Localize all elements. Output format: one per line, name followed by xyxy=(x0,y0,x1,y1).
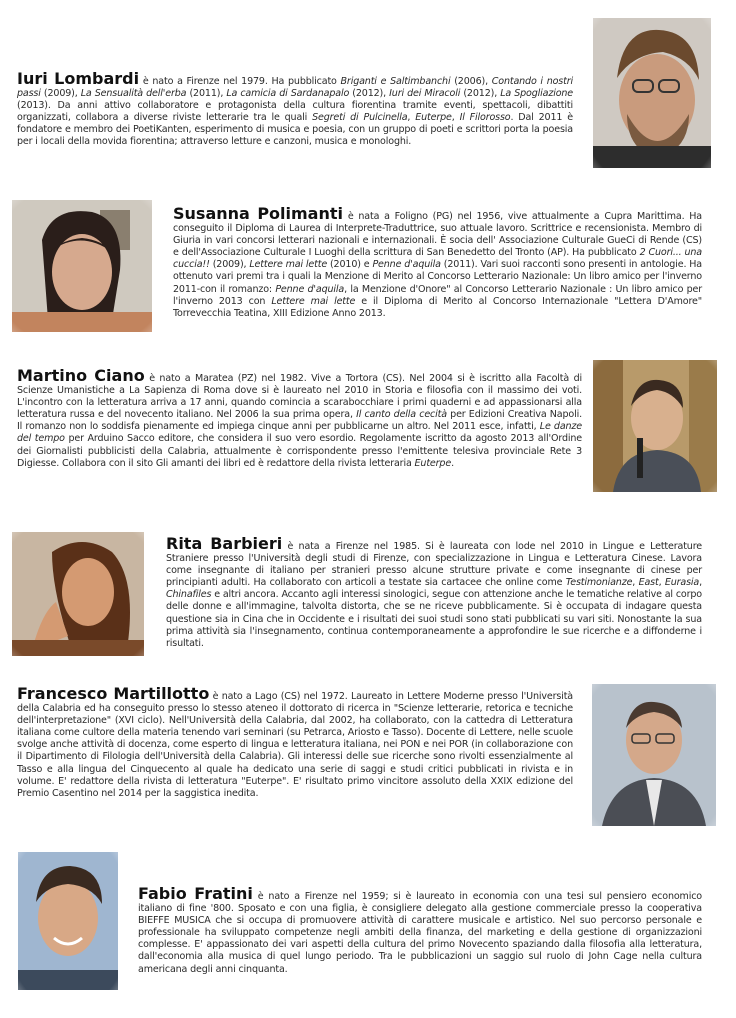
portrait-photo-iuri-lombardi xyxy=(593,18,711,168)
bio-text-segment: , xyxy=(658,577,665,589)
italic-title: Eurasia xyxy=(664,577,700,589)
portrait-photo-martino-ciano xyxy=(593,360,717,492)
bio-text xyxy=(166,534,703,650)
italic-title: Chinafiles xyxy=(166,589,212,601)
bio-francesco-martillotto xyxy=(17,684,573,800)
bio-text-segment: , la Menzione d'Onore" al Concorso Letterario Nazionale : Un libro amico per l'inverno 2013 con xyxy=(173,283,702,307)
bio-name: Rita Barbieri xyxy=(166,534,283,553)
bio-text-segment: (2013). Da anni attivo collaboratore e protagonista della cultura fiorentina tramite eventi, spettacoli, dibattiti organizzati, collabora a diverse riviste letterarie tra le quali xyxy=(17,100,573,124)
bio-rita-barbieri xyxy=(166,534,703,650)
portrait-photo-fabio-fratini xyxy=(18,852,118,990)
italic-title: Lettere mai lette xyxy=(271,295,356,307)
italic-title: La Spogliazione xyxy=(500,88,574,100)
bio-text xyxy=(138,884,702,976)
bio-text-segment: e altri ancora. Accanto agli interessi sinologici, segue con attenzione anche le tematiche relative al corpo delle donne e all'immagine, talvolta distorta, che se ne riceve pubblicamente. Si è occupata di indagare questa questione sia in Cina che in Occidente e i risultati dei suoi studi sono stati pubblicati su vari siti. Nonostante la sua prima attività sia l'insegnamento, continua contemporaneamente a approfondire le sue ricerche e a diffonderne i risultati. xyxy=(166,589,702,649)
italic-title: Contando i nostri passi xyxy=(17,76,573,100)
bio-text-segment: (2009), xyxy=(209,259,250,271)
italic-title: La Sensualità dell'erba xyxy=(80,88,187,100)
bio-name: Francesco Martillotto xyxy=(17,684,210,703)
bio-text-segment: (2009), xyxy=(40,88,81,100)
bio-text-segment: e il Diploma di Merito al Concorso Internazionale "Lettera D'Amore" Torrevecchia Teatina, XIII Edizione Anno 2013. xyxy=(173,295,702,319)
bio-text-segment: (2011). Vari suoi racconti sono presenti in antologie. Ha ottenuto vari premi tra i quali la Menzione di Merito al Concorso Letterario Nazionale: Un libro amico per l'inverno 2011-con il romanzo: xyxy=(173,259,703,295)
italic-title: Penne d'aquila xyxy=(275,283,345,295)
bio-text-segment: (2006), xyxy=(450,76,492,87)
bio-text-segment: per Edizioni Creativa Napoli. Il romanzo non lo soddisfa pienamente ed impiega cinque anni per pubblicarne un altro. Nel 2011 esce, infatti, xyxy=(17,409,582,433)
italic-title: La camicia di Sardanapalo xyxy=(226,88,350,100)
bio-text-segment: è nata a Firenze nel 1985. Si è laureata con lode nel 2010 in Lingue e Letterature Straniere presso l'Università degli studi di Firenze, con specializzazione in Lingua e Letteratura Cinese. Lavora come insegnante di italiano per stranieri presso alcune strutture private e come insegnante di cinese per principianti adulti. Ha collaborato con articoli a testate sia cartacee che online come xyxy=(166,541,702,589)
bio-text xyxy=(17,69,574,149)
italic-title: Le danze del tempo xyxy=(17,421,583,445)
italic-title: Il canto della cecità xyxy=(356,409,447,421)
italic-title: Il Filorosso xyxy=(459,112,511,124)
bio-text-segment: (2012), xyxy=(349,88,390,100)
bio-text-segment: è nato a Lago (CS) nel 1972. Laureato in Lettere Moderne presso l'Università della Calabria ed ha conseguito presso lo stesso ateneo il dottorato di ricerca in "Scienze letterarie, retorica e tecniche dell'interpretazione" (XVI ciclo). Nell'Università della Calabria, dal 2002, ha collaborato, con la cattedra di Letteratura italiana come cultore della materia tenendo vari seminari (su Petrarca, Ariosto e Tasso). Docente di Lettere, nelle scuole svolge anche attività di docenza, come esperto di lingua e letteratura italiana, nei PON e nei POR (in collaborazione con il Dipartimento di Filologia dell'Università della Calabria). Gli interessi delle sue ricerche sono rivolti essenzialmente al Tasso e alla lingua del Cinquecento al quale ha dedicato una serie di saggi e studi critici pubblicati in rivista e in volume. E' redattore della rivista di letteratura "Euterpe". E' risultato primo vincitore assoluto della XXIX edizione del Premio Casentino nel 2014 per la saggistica inedita. xyxy=(17,691,573,799)
bio-text xyxy=(17,684,573,800)
bio-name: Fabio Fratini xyxy=(138,884,253,903)
italic-title: Testimonianze xyxy=(565,577,633,589)
portrait-photo-susanna-polimanti xyxy=(12,200,152,332)
bio-fabio-fratini xyxy=(138,884,702,976)
italic-title: Segreti di Pulcinella xyxy=(312,112,408,124)
bio-text-segment: (2011), xyxy=(186,88,227,100)
italic-title: Briganti e Saltimbanchi xyxy=(340,76,451,87)
italic-title: Euterpe xyxy=(415,112,452,124)
bio-text xyxy=(17,366,583,470)
italic-title: 2 Cuori... una cuccia!! xyxy=(173,247,703,271)
italic-title: Lettere mai lette xyxy=(249,259,328,271)
italic-title: Euterpe xyxy=(414,457,452,469)
bio-text xyxy=(173,204,703,320)
bio-name: Martino Ciano xyxy=(17,366,145,385)
portrait-photo-francesco-martillotto xyxy=(592,684,716,826)
bio-text-segment: , xyxy=(407,112,416,124)
bio-susanna-polimanti xyxy=(173,204,703,320)
bio-text-segment: è nata a Foligno (PG) nel 1956, vive attualmente a Cupra Marittima. Ha conseguito il Diploma di Laurea di Interprete-Traduttrice, suo attuale lavoro. Scrittrice e recensionista. Membro di Giuria in vari concorsi letterari nazionali e internazionali. È socia dell' Associazione Culturale GueCi di Rende (CS) e dell'Associazione Culturale I Luoghi della scrittura di San Benedetto del Tronto (AP). Ha pubblicato xyxy=(173,211,703,259)
bio-text-segment: . Dal 2011 è fondatore e membro dei PoetiKanten, esperimento di musica e poesia, con un gruppo di poeti e scrittori porta la poesia per i locali della movida fiorentina; attraverso letture e canzoni, musica e monologhi. xyxy=(17,112,573,148)
bio-martino-ciano xyxy=(17,366,583,470)
bio-text-segment: è nato a Maratea (PZ) nel 1982. Vive a Tortora (CS). Nel 2004 si è iscritto alla Facoltà di Scienze Umanistiche a La Sapienza di Roma dove si è laureato nel 2010 in Storia e filosofia con il massimo dei voti. L'incontro con la letteratura arriva a 17 anni, quando comincia a scarabocchiare i primi quaderni e ad appassionarsi alla letteratura russa e del novecento italiano. Nel 2006 la sua prima opera, xyxy=(17,373,582,421)
bio-iuri-lombardi xyxy=(17,69,574,149)
bio-text-segment: è nato a Firenze nel 1959; si è laureato in economia con una tesi sul pensiero economico italiano di fine '800. Sposato e con una figlia, è consigliere delegato alla gestione commerciale presso la cooperativa BIEFFE MUSICA che si occupa di promuovere attività di carattere musicale e artistico. Nel suo percorso personale e professionale ha sviluppato competenze negli ambiti della finanza, del marketing e della gestione di organizzazioni complesse. E' appassionato dei vari aspetti della cultura del primo Novecento spaziando dalla filosofia alla letteratura, dall'economia alla musica di quel lungo periodo. Tra le pubblicazioni un saggio sul ruolo di John Cage nella cultura americana degli anni cinquanta. xyxy=(138,891,702,975)
portrait-photo-rita-barbieri xyxy=(12,532,144,656)
bio-name: Susanna Polimanti xyxy=(173,204,344,223)
italic-title: East xyxy=(638,577,659,589)
bio-name: Iuri Lombardi xyxy=(17,69,140,88)
bio-text-segment: è nato a Firenze nel 1979. Ha pubblicato xyxy=(139,76,341,87)
bio-text-segment: , xyxy=(699,577,703,589)
bio-text-segment: , xyxy=(632,577,639,589)
italic-title: Penne d'aquila xyxy=(372,259,441,271)
bio-text-segment: , xyxy=(451,112,460,124)
bio-text-segment: (2010) e xyxy=(327,259,373,271)
bio-text-segment: (2012), xyxy=(460,88,501,100)
bio-text-segment: per Arduino Sacco editore, che considera il suo vero esordio. Regolamente iscritto da agosto 2013 all'Ordine dei Giornalisti pubblicisti della Calabria, attualmente è corrispondente presso l'emittente telesiva provinciale Rete 3 Digiesse. Collabora con il sito Gli amanti dei libri ed è redattore della rivista letteraria xyxy=(17,433,582,469)
bio-text-segment: . xyxy=(451,457,454,469)
italic-title: Iuri dei Miracoli xyxy=(389,88,461,100)
